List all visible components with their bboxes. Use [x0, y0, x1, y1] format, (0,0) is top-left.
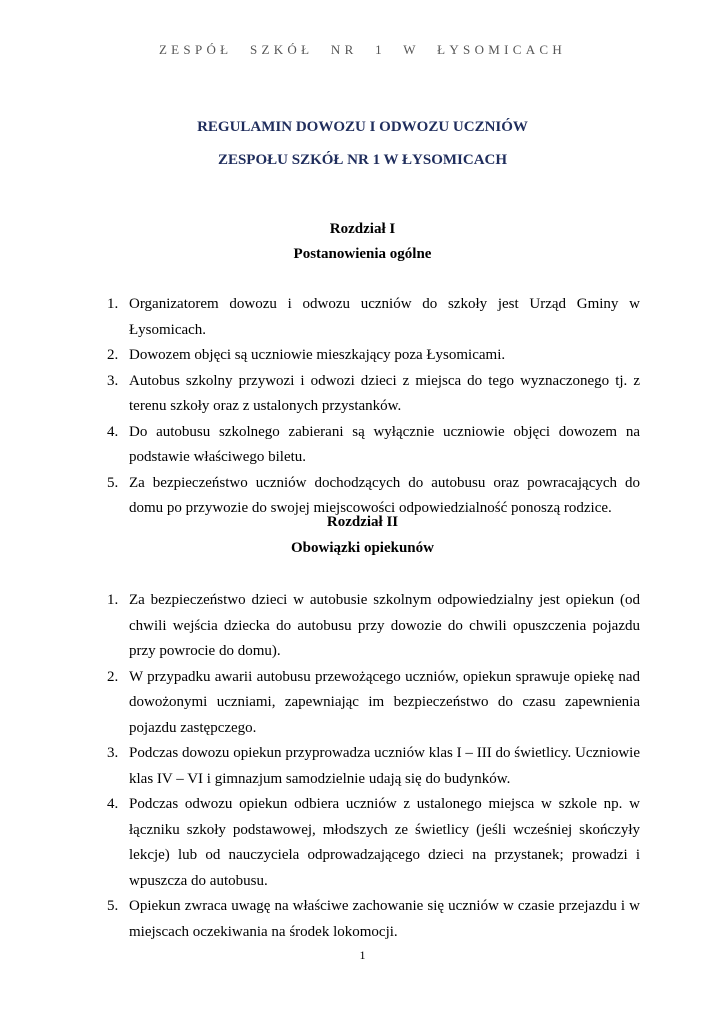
list-item-number: 5. — [107, 898, 119, 914]
list-item — [0, 292, 640, 343]
list-item-text: Za bezpieczeństwo dzieci w autobusie szkolnym odpowiedzialny jest opiekun (od chwili wejścia dziecka do autobusu przy dowozie do chwili opuszczenia pojazdu przy powrocie do domu). — [129, 592, 640, 659]
list-item — [0, 741, 640, 792]
list-item-text: Opiekun zwraca uwagę na właściwe zachowanie się uczniów w czasie przejazdu i w miejscach oczekiwania na środek lokomocji. — [129, 898, 640, 940]
chapter-2-heading: Obowiązki opiekunów — [291, 540, 434, 556]
list-item — [0, 894, 640, 945]
list-item-text: Podczas dowozu opiekun przyprowadza uczniów klas I – III do świetlicy. Uczniowie klas IV – VI i gimnazjum samodzielnie udają się do budynków. — [129, 745, 640, 787]
list-item-text: Za bezpieczeństwo uczniów dochodzących do autobusu oraz powracających do domu po przywozie do swojej miejscowości odpowiedzialność ponoszą rodzice. — [129, 474, 640, 516]
chapter-2-list — [0, 588, 725, 945]
list-item-number: 2. — [107, 347, 119, 363]
list-item-number: 4. — [107, 796, 119, 812]
list-item-number: 5. — [107, 474, 119, 491]
list-item-number: 3. — [107, 372, 119, 389]
list-item-text: Dowozem objęci są uczniowie mieszkający poza Łysomicami. — [129, 347, 506, 363]
running-header: ZESPÓŁ SZKÓŁ NR 1 W ŁYSOMICACH — [158, 42, 567, 57]
list-item-number: 2. — [107, 668, 119, 685]
list-item-number: 1. — [107, 592, 119, 608]
document-title-line-2: ZESPOŁU SZKÓŁ NR 1 W ŁYSOMICACH — [217, 152, 508, 168]
chapter-1-heading: Postanowienia ogólne — [293, 246, 432, 262]
chapter-2-label: Rozdział II — [326, 514, 399, 530]
page-number: 1 — [359, 948, 366, 962]
list-item-text: Autobus szkolny przywozi i odwozi dzieci z miejsca do tego wyznaczonego tj. z terenu szkoły oraz z ustalonych przystanków. — [129, 372, 640, 414]
list-item-number: 1. — [107, 296, 119, 312]
list-item-number: 4. — [107, 423, 119, 440]
list-item-text: Do autobusu szkolnego zabierani są wyłącznie uczniowie objęci dowozem na podstawie właściwego biletu. — [129, 423, 640, 465]
chapter-1-label: Rozdział I — [329, 221, 396, 237]
list-item — [0, 665, 640, 742]
list-item — [0, 420, 640, 471]
list-item-text: W przypadku awarii autobusu przewożącego uczniów, opiekun sprawuje opiekę nad dowożonymi uczniami, zapewniając im bezpieczeństwo do czasu zapewnienia pojazdu zastępczego. — [129, 668, 640, 736]
list-item-text: Organizatorem dowozu i odwozu uczniów do szkoły jest Urząd Gminy w Łysomicach. — [129, 296, 640, 338]
list-item — [0, 343, 640, 369]
list-item — [0, 588, 640, 665]
list-item-text: Podczas odwozu opiekun odbiera uczniów z ustalonego miejsca w szkole np. w łączniku szkoły podstawowej, młodszych ze świetlicy (jeśli wcześniej skończyły lekcje) lub od nauczyciela odprowadzającego dzieci na przystanek; prowadzi i wpuszcza do autobusu. — [129, 796, 640, 889]
chapter-1-list — [0, 292, 725, 522]
list-item — [0, 369, 640, 420]
list-item-number: 3. — [107, 745, 119, 761]
list-item — [0, 792, 640, 894]
document-title-line-1: REGULAMIN DOWOZU I ODWOZU UCZNIÓW — [197, 119, 528, 135]
